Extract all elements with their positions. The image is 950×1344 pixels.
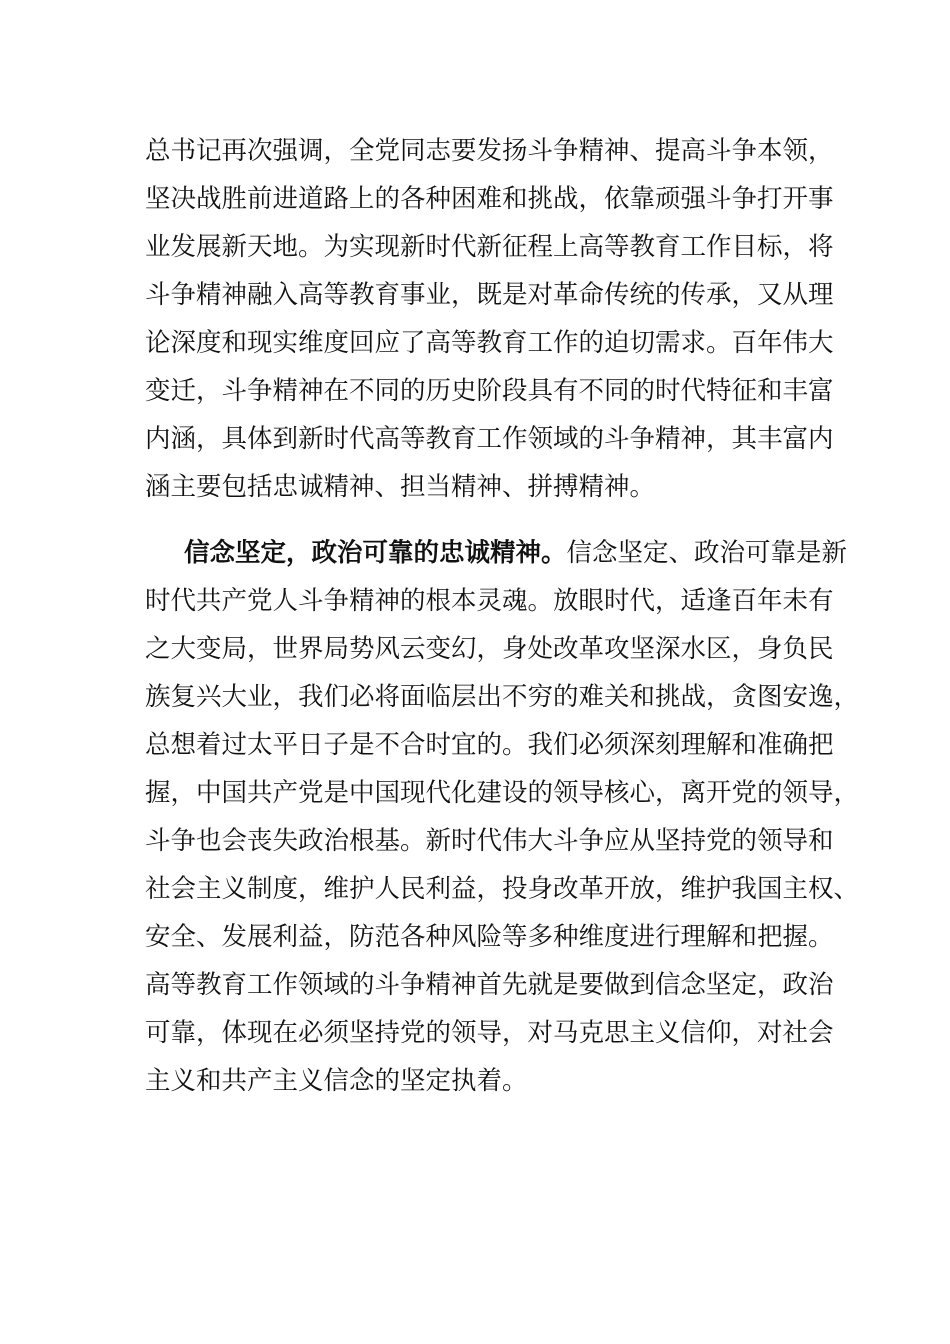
paragraph-2-line-2: 时代共产党人斗争精神的根本灵魂。放眼时代，适逢百年未有 (145, 586, 834, 616)
paragraph-1-line-2: 坚决战胜前进道路上的各种困难和挑战，依靠顽强斗争打开事 (145, 184, 834, 214)
paragraph-2-first-line-text: 信念坚定、政治可靠是新 (566, 538, 848, 568)
paragraph-2-line-10: 高等教育工作领域的斗争精神首先就是要做到信念坚定，政治 (145, 970, 834, 1000)
paragraph-1-line-5: 论深度和现实维度回应了高等教育工作的迫切需求。百年伟大 (145, 328, 834, 358)
paragraph-1-line-8: 涵主要包括忠诚精神、担当精神、拼搏精神。 (145, 472, 656, 502)
paragraph-2-heading: 信念坚定，政治可靠的忠诚精神。 (184, 538, 567, 568)
paragraph-2-line-6: 握，中国共产党是中国现代化建设的领导核心，离开党的领导， (145, 778, 860, 808)
paragraph-2-line-3: 之大变局，世界局势风云变幻，身处改革攻坚深水区，身负民 (145, 634, 834, 664)
paragraph-1-line-1: 总书记再次强调，全党同志要发扬斗争精神、提高斗争本领， (145, 136, 834, 166)
paragraph-1-line-3: 业发展新天地。为实现新时代新征程上高等教育工作目标，将 (145, 232, 834, 262)
paragraph-1-line-6: 变迁，斗争精神在不同的历史阶段具有不同的时代特征和丰富 (145, 376, 834, 406)
paragraph-2-line-7: 斗争也会丧失政治根基。新时代伟大斗争应从坚持党的领导和 (145, 826, 834, 856)
paragraph-2-line-12: 主义和共产主义信念的坚定执着。 (145, 1066, 528, 1096)
paragraph-2-line-4: 族复兴大业，我们必将面临层出不穷的难关和挑战，贪图安逸， (145, 682, 860, 712)
paragraph-2-line-1 (184, 538, 847, 568)
paragraph-1-line-7: 内涵，具体到新时代高等教育工作领域的斗争精神，其丰富内 (145, 424, 834, 454)
paragraph-2-line-9: 安全、发展利益，防范各种风险等多种维度进行理解和把握。 (145, 922, 834, 952)
paragraph-2-line-11: 可靠，体现在必须坚持党的领导，对马克思主义信仰，对社会 (145, 1018, 834, 1048)
paragraph-2-line-8: 社会主义制度，维护人民利益，投身改革开放，维护我国主权、 (145, 874, 860, 904)
paragraph-2-line-5: 总想着过太平日子是不合时宜的。我们必须深刻理解和准确把 (145, 730, 834, 760)
paragraph-1-line-4: 斗争精神融入高等教育事业，既是对革命传统的传承，又从理 (145, 280, 834, 310)
